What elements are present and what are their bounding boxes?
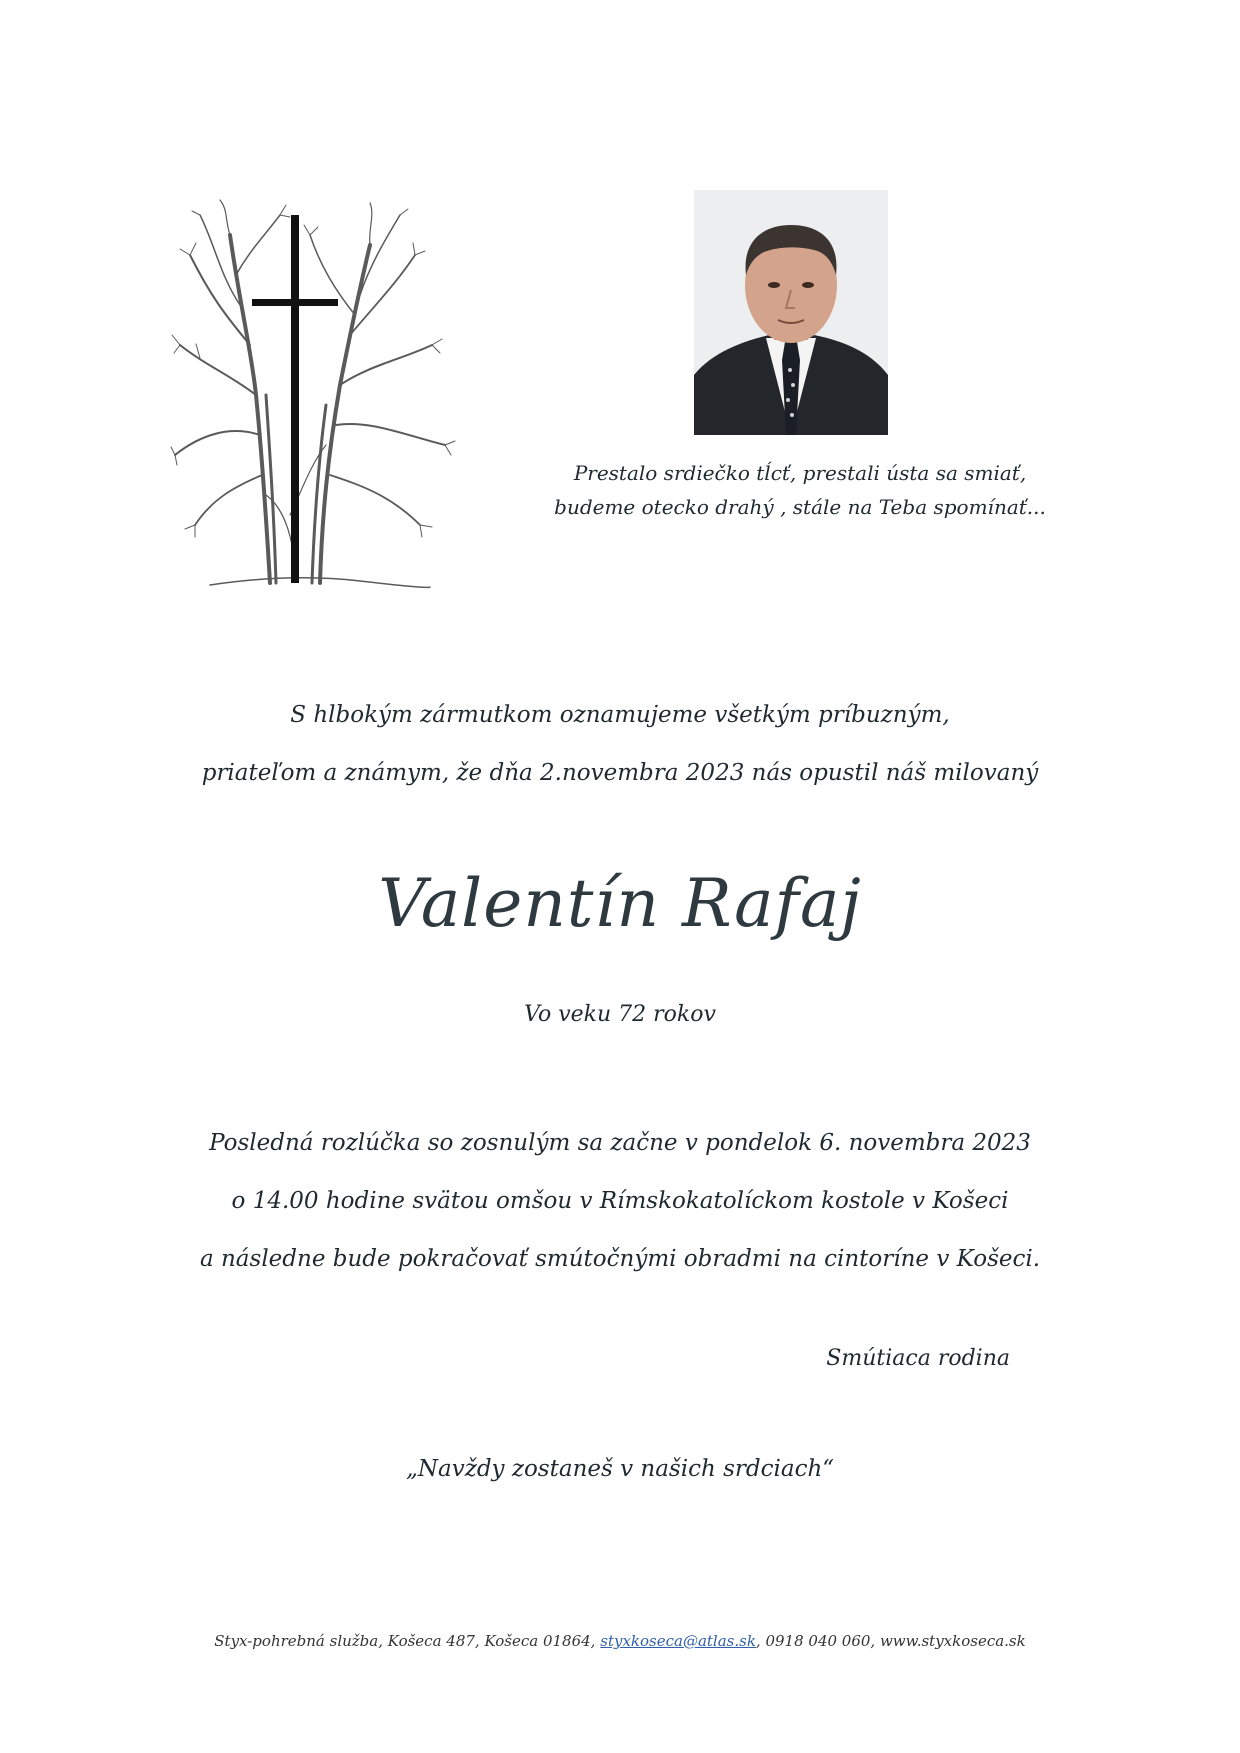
intro-line-2: priateľom a známym, že dňa 2.novembra 2023 nás opustil náš milovaný: [201, 760, 1039, 786]
tree-cross-illustration: [170, 195, 460, 605]
ceremony-line-2: o 14.00 hodine svätou omšou v Rímskokatolíckom kostole v Košeci: [231, 1188, 1009, 1214]
poem-line-2: budeme otecko drahý , stále na Teba spomínať...: [554, 495, 1046, 519]
deceased-name: Valentín Rafaj: [378, 865, 862, 942]
poem: [540, 456, 1060, 524]
ceremony-line-3: a následne bude pokračovať smútočnými obradmi na cintoríne v Košeci.: [199, 1246, 1041, 1272]
footer-email-link[interactable]: styxkoseca@atlas.sk: [600, 1632, 756, 1650]
poem-line-1: Prestalo srdiečko tĺcť, prestali ústa sa smiať,: [573, 461, 1027, 485]
footer-suffix: , 0918 040 060, www.styxkoseca.sk: [755, 1632, 1026, 1650]
portrait-photo: [694, 190, 888, 435]
ceremony-details: [120, 1114, 1120, 1288]
footer-contact: [150, 1632, 1090, 1650]
deceased-age: Vo veku 72 rokov: [524, 1002, 716, 1027]
announcement-intro: [130, 686, 1110, 802]
intro-line-1: S hlbokým zármutkom oznamujeme všetkým príbuzným,: [290, 702, 950, 728]
footer-prefix: Styx-pohrebná služba, Košeca 487, Košeca 01864,: [214, 1632, 596, 1650]
signature: Smútiaca rodina: [826, 1346, 1010, 1371]
closing-quote: „Navždy zostaneš v našich srdciach“: [405, 1456, 835, 1482]
ceremony-line-1: Posledná rozlúčka so zosnulým sa začne v pondelok 6. novembra 2023: [209, 1130, 1031, 1156]
